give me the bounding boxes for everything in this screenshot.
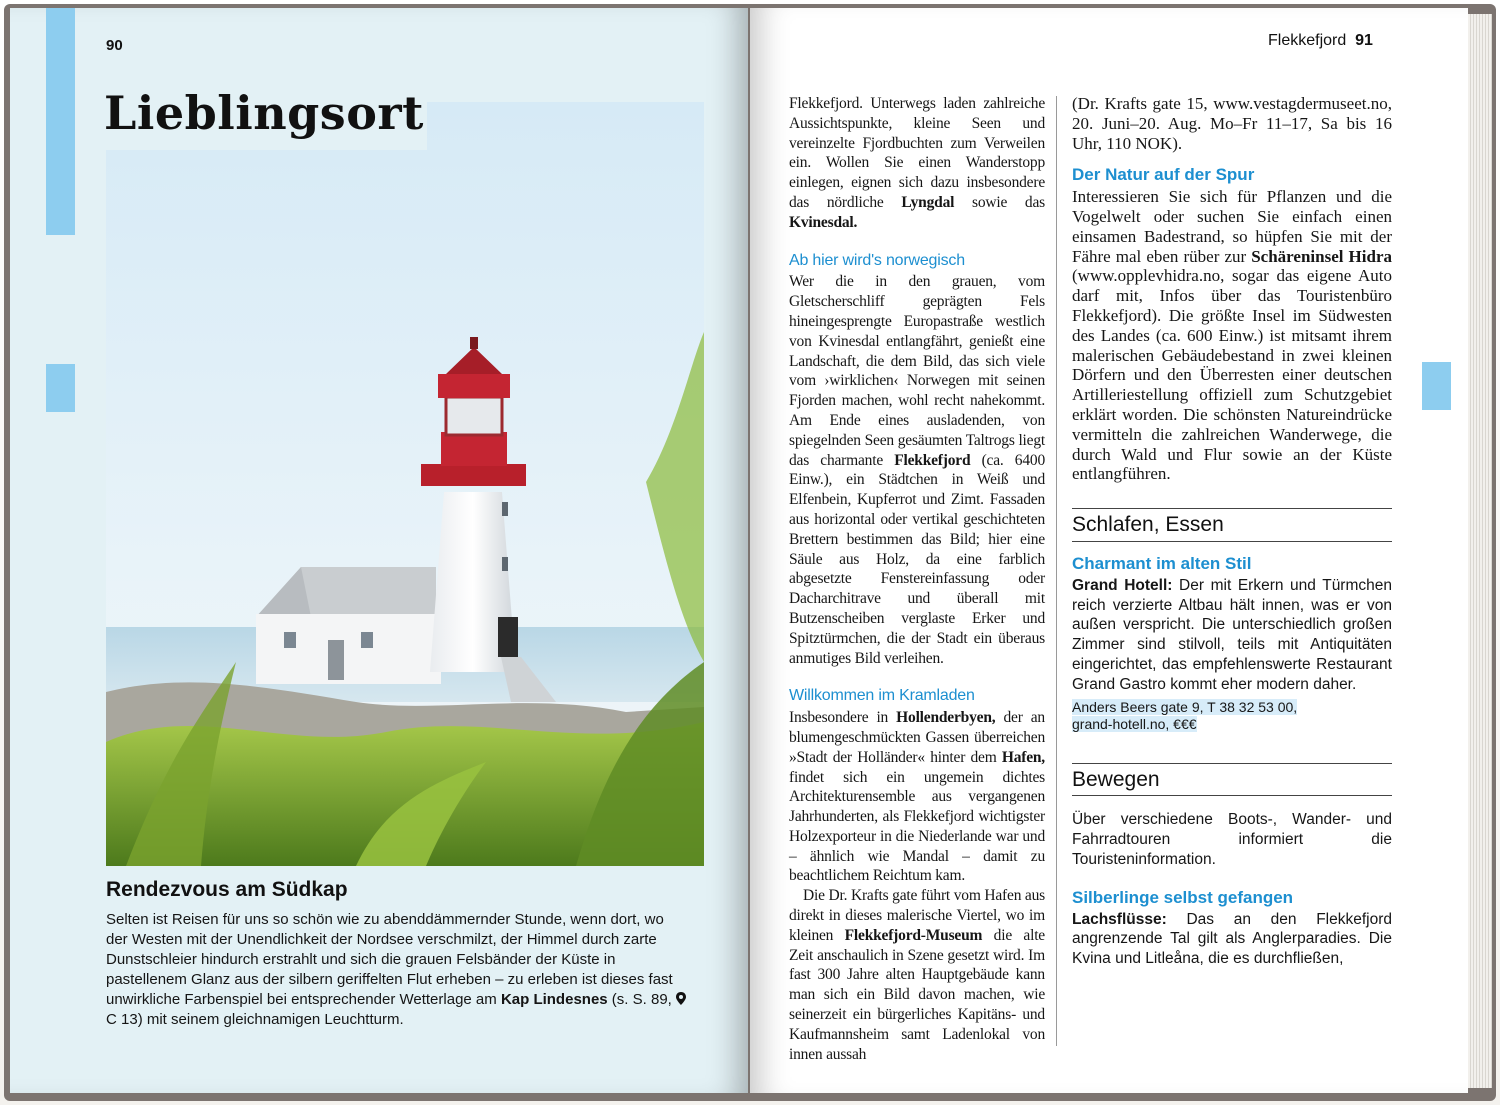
subheading: Ab hier wird's norwegisch [789, 251, 965, 269]
paragraph: Lachsflüsse: Das an den Flekkefjord angrenzende Tal gilt als Anglerparadies. Die Kvina und Litleåna, die es durchfließen, [1072, 910, 1392, 968]
subheading: Der Natur auf der Spur [1072, 165, 1255, 185]
page-number-right: 91 [1355, 32, 1373, 49]
page-stack-edge [1468, 14, 1492, 1088]
chapter-tab-marker-right [1422, 362, 1451, 410]
paragraph: (Dr. Krafts gate 15, www.vestagdermuseet.no, 20. Juni–20. Aug. Mo–Fr 11–17, Sa bis 16 Uhr, 110 NOK). [1072, 94, 1392, 153]
lighthouse-photo [106, 102, 704, 866]
section-heading: Bewegen [1072, 763, 1392, 797]
subheading: Charmant im alten Stil [1072, 553, 1252, 573]
address: Anders Beers gate 9, T 38 32 53 00, grand-hotell.no, €€€ [1072, 698, 1298, 732]
caption-text: Selten ist Reisen für uns so schön wie zu abenddämmernder Stunde, wenn dort, wo der Westen mit der Unendlichkeit der Nordsee verschmilzt, der Himmel durch zarte Dunstschleier hindurch erstrahlt und sich die grauen Felsbänder der Küste in pastellenem Glanz aus der silbern geriffelten Flut erheben – zu erleben ist dieses fast unwirkliche Farbenspiel bei entsprechender Wetterlage am Kap Lindesnes (s. S. 89, C 13) mit seinem gleichnamigen Leuchtturm. [106, 910, 688, 1030]
paragraph: Flekkefjord. Unterwegs laden zahlreiche Aussichtspunkte, kleine Seen und vereinzelte Fjordbuchten zum Verweilen ein. Wollen Sie einen Wanderstopp einlegen, eignen sich dazu insbesondere das nördliche Lyngdal sowie das Kvinesdal. [789, 95, 1045, 231]
paragraph: Grand Hotell: Der mit Erkern und Türmchen reich verzierte Altbau hält innen, was er von außen verspricht. Die unterschiedlich großen Zimmer sind stilvoll, teils mit Antiquitäten eingerichtet, das empfehlenswerte Restaurant Grand Gastro kommt eher modern daher. [1072, 576, 1392, 693]
section-heading: Schlafen, Essen [1072, 508, 1392, 542]
map-reference: C 13 [106, 1011, 138, 1028]
caption-bold-place: Kap Lindesnes [500, 991, 608, 1008]
paragraph: Wer die in den grauen, vom Gletscherschliff geprägten Fels hineingesprengte Europastraße westlich von Kvinesdal entlangfährt, genießt eine Landschaft, die dem Bild, das sich viele vom ›wirklichen‹ Norwegen mit seinen Fjorden machen, wohl recht nahekommt. Am Ende eines ausladenden, von spiegelnden Seen gesäumten Taltrogs liegt das charmante Flekkefjord (ca. 6400 Einw.), ein Städtchen in Weiß und Elfenbein, Kupferrot und Zimt. Fassaden aus horizontal oder vertikal geschichteten Brettern bestimmen das Bild; hier eine Säule aus Holz, da eine farblich abgesetzte Fenstereinfassung oder Dacharchitrave und überall mit Butzenscheiben verglaste Erker und Spitztürmchen, die der Stadt ein überaus anmutiges Bild verleihen. [789, 273, 1046, 667]
chapter-tab-top [46, 8, 75, 235]
paragraph: Über verschiedene Boots-, Wander- und Fahrradtouren informiert die Touristeninformation. [1072, 811, 1392, 868]
running-head: Flekkefjord 91 [1268, 32, 1373, 49]
right-page [750, 8, 1468, 1093]
headline: Lieblingsort [104, 86, 424, 140]
paragraph: Interessieren Sie sich für Pflanzen und die Vogelwelt oder suchen Sie einfach einen einsamen Badestrand, so hüpfen Sie mit der Fähre mal eben rüber zur Schäreninsel Hidra (www.opplevhidra.no, sogar das eigene Auto darf mit, Infos über das Touristenbüro Flekkefjord). Die größte Insel im Südwesten des Landes (ca. 600 Einw.) ist mitsamt ihrem malerischen Gebäudebestand in zwei kleinen Dörfern und den Überresten einer deutschen Artilleriestellung offiziell zum Schutzgebiet erklärt worden. Die schönsten Natureindrücke vermitteln die zahlreichen Wanderwege, die durch Wald und Flur sowie an der Küste entlangführen. [1072, 187, 1392, 484]
paragraph: Insbesondere in Hollenderbyen, der an blumengeschmückten Gassen überreichen »Stadt der Holländer« hinter dem Hafen, findet sich ein ungemein dichtes Architekturensemble aus vergangenen Jahrhunderten, als Flekkefjord wichtigster Holzexporteur in die Niederlande war und – ähnlich wie Mandal – damit zu beachtlichem Reichtum kam. [789, 709, 1045, 885]
paragraph: Die Dr. Krafts gate führt vom Hafen aus direkt in dieses malerische Viertel, wo im kleinen Flekkefjord-Museum die alte Zeit anschaulich in Szene gesetzt wird. Im fast 300 Jahre alten Hauptgebäude kann man sich ein Bild davon machen, wie seinerzeit ein bürgerliches Kapitäns- und Kaufmannsheim samt Ladenlokal von innen aussah [789, 887, 1045, 1063]
text-column-1 [789, 94, 1045, 1064]
subheading: Silberlinge selbst gefangen [1072, 887, 1294, 907]
text-column-2 [1072, 94, 1392, 969]
chapter-tab-marker [46, 364, 75, 412]
left-page [10, 8, 748, 1093]
caption-title: Rendezvous am Südkap [106, 878, 348, 901]
column-divider [1056, 96, 1057, 1046]
subheading: Willkommen im Kramladen [789, 687, 975, 705]
page-number-left: 90 [106, 37, 123, 54]
headline-box [102, 80, 427, 150]
map-pin-icon [676, 992, 686, 1005]
